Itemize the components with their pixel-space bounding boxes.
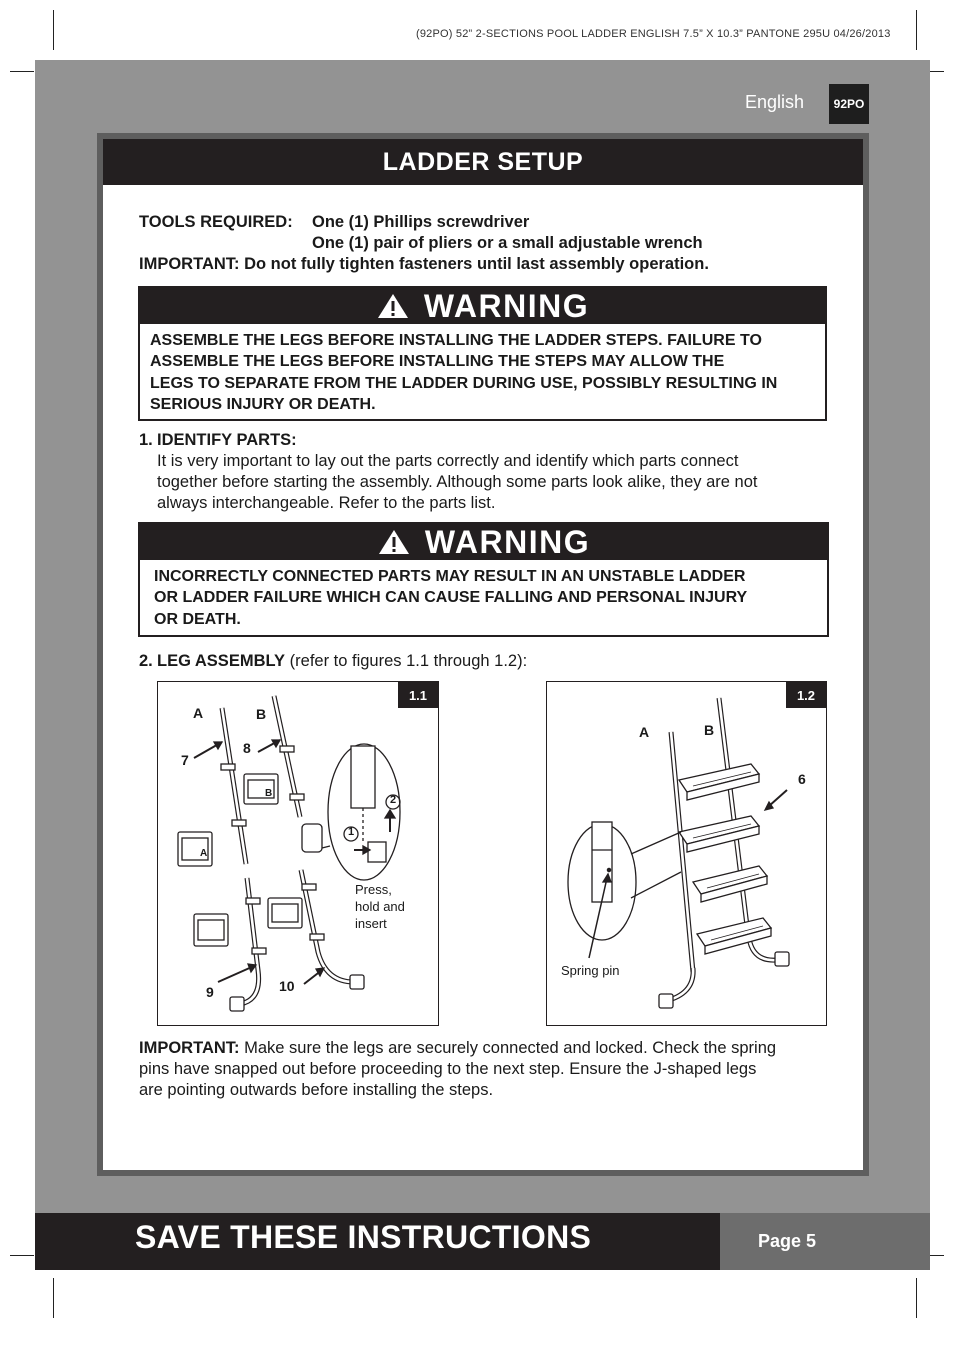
important-line: Make sure the legs are securely connected and locked. Check the spring bbox=[239, 1039, 777, 1057]
important-line: are pointing outwards before installing the steps. bbox=[139, 1081, 494, 1099]
language-label: English bbox=[745, 92, 805, 112]
step-circle-1: 1 bbox=[348, 826, 355, 838]
warning-title: WARNING bbox=[424, 523, 591, 560]
warning-box-2 bbox=[138, 522, 829, 637]
warning-line: OR LADDER FAILURE WHICH CAN CAUSE FALLING AND PERSONAL INJURY bbox=[154, 589, 748, 607]
save-instructions-text: SAVE THESE INSTRUCTIONS bbox=[135, 1219, 592, 1255]
step-1-title: IDENTIFY PARTS: bbox=[157, 431, 297, 449]
step-2-number: 2. bbox=[139, 652, 153, 670]
step-2-title: LEG ASSEMBLY bbox=[157, 652, 286, 670]
warning-text bbox=[140, 560, 827, 636]
tools-important: IMPORTANT: Do not fully tighten fasteners until last assembly operation. bbox=[139, 255, 709, 273]
important-line: pins have snapped out before proceeding to the next step. Ensure the J-shaped legs bbox=[139, 1060, 757, 1078]
figure-1-1-tag: 1.1 bbox=[398, 682, 438, 708]
important-label: IMPORTANT: bbox=[139, 1039, 240, 1057]
press-hold-line: hold and bbox=[355, 899, 405, 914]
warning-title: WARNING bbox=[423, 287, 590, 324]
label-b: B bbox=[704, 722, 715, 738]
label-a: A bbox=[639, 724, 650, 740]
crop-mark bbox=[53, 10, 54, 50]
figure-1-2-tag: 1.2 bbox=[786, 682, 826, 708]
step-1-line: always interchangeable. Refer to the parts list. bbox=[157, 494, 496, 512]
page-number: Page 5 bbox=[720, 1213, 930, 1270]
label-7: 7 bbox=[181, 752, 189, 768]
step-2-note: (refer to figures 1.1 through 1.2): bbox=[285, 652, 528, 670]
step-1-number: 1. bbox=[139, 431, 153, 449]
press-hold-line: insert bbox=[355, 916, 387, 931]
label-10: 10 bbox=[279, 978, 295, 994]
label-b: B bbox=[256, 706, 267, 722]
warning-text bbox=[140, 324, 825, 421]
warning-line: OR DEATH. bbox=[154, 610, 241, 628]
step-circle-2: 2 bbox=[390, 794, 397, 806]
label-a: A bbox=[193, 705, 204, 721]
tools-item-2: One (1) pair of pliers or a small adjustable wrench bbox=[312, 234, 703, 252]
warning-line: ASSEMBLE THE LEGS BEFORE INSTALLING THE STEPS MAY ALLOW THE bbox=[150, 353, 725, 371]
part-card-label-b: B bbox=[265, 788, 273, 799]
figure-1-1 bbox=[157, 681, 439, 1026]
press-hold-note bbox=[355, 881, 405, 932]
footer-bar bbox=[35, 1213, 720, 1270]
part-card-label-a: A bbox=[200, 848, 208, 859]
tools-label: TOOLS REQUIRED: bbox=[139, 213, 293, 231]
step-2-heading bbox=[157, 651, 527, 672]
label-6: 6 bbox=[798, 771, 806, 787]
warning-line: LEGS TO SEPARATE FROM THE LADDER DURING USE, POSSIBLY RESULTING IN bbox=[150, 374, 778, 392]
warning-line: SERIOUS INJURY OR DEATH. bbox=[150, 395, 376, 413]
warning-header bbox=[140, 288, 825, 324]
spring-pin-label: Spring pin bbox=[561, 963, 620, 978]
warning-line: ASSEMBLE THE LEGS BEFORE INSTALLING THE LADDER STEPS. FAILURE TO bbox=[150, 332, 762, 349]
crop-mark bbox=[10, 71, 34, 72]
crop-mark bbox=[53, 1278, 54, 1318]
print-header: (92PO) 52” 2-SECTIONS POOL LADDER ENGLISH 7.5” X 10.3” PANTONE 295U 04/26/2013 bbox=[416, 28, 891, 40]
step-1-line: It is very important to lay out the parts correctly and identify which parts connect bbox=[157, 452, 739, 470]
crop-mark bbox=[916, 1278, 917, 1318]
tools-item-1: One (1) Phillips screwdriver bbox=[312, 213, 530, 231]
label-8: 8 bbox=[243, 740, 251, 756]
model-code-badge: 92PO bbox=[829, 84, 869, 124]
crop-mark bbox=[916, 10, 917, 50]
warning-triangle-icon bbox=[377, 528, 411, 556]
warning-line: INCORRECTLY CONNECTED PARTS MAY RESULT IN AN UNSTABLE LADDER bbox=[154, 568, 746, 585]
important-note bbox=[139, 1038, 776, 1059]
section-title: LADDER SETUP bbox=[103, 139, 863, 185]
crop-mark bbox=[10, 1255, 34, 1256]
press-hold-line: Press, bbox=[355, 882, 392, 897]
label-9: 9 bbox=[206, 984, 214, 1000]
warning-header bbox=[140, 524, 827, 560]
warning-box-1 bbox=[138, 286, 827, 421]
warning-triangle-icon bbox=[376, 292, 410, 320]
step-1-line: together before starting the assembly. Although some parts look alike, they are not bbox=[157, 473, 758, 491]
figure-1-2 bbox=[546, 681, 827, 1026]
